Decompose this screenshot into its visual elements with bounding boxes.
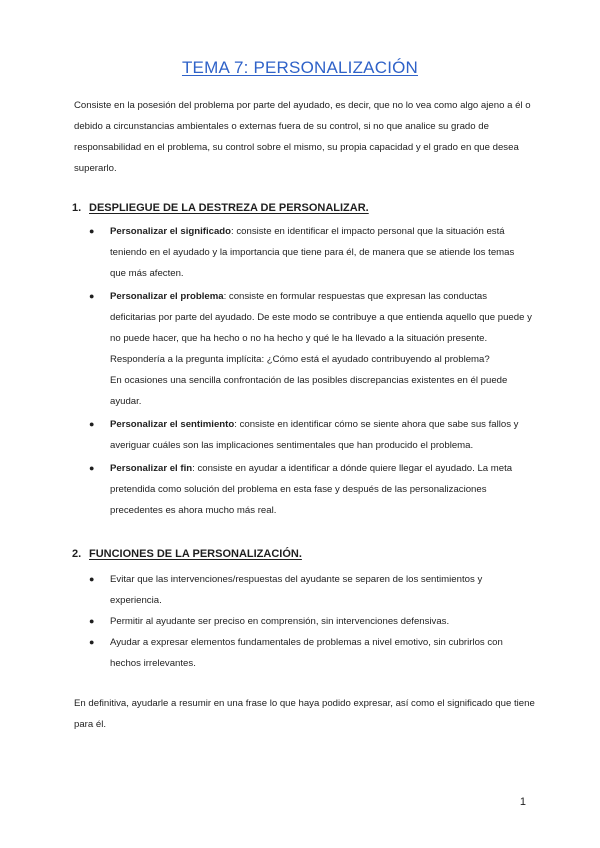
page-title: TEMA 7: PERSONALIZACIÓN [181,58,419,77]
section-1-number: 1. [72,202,82,214]
section-1-list [0,221,532,523]
list-item [0,611,532,632]
item-text: : consiste en ayudar a identificar a dónde quiere llegar el ayudado. La meta pretendida como solución del problema en esta fase y después de las personalizaciones precedentes es ahora mucho más real. [110,463,513,516]
page-number: 1 [519,796,526,808]
item-lead: Personalizar el problema [110,291,224,302]
list-item [0,632,532,674]
item-text: : consiste en formular respuestas que expresan las conductas deficitarias por parte del ayudado. De este modo se contribuye a que entienda aquello que puede y no puede hacer, que ha hecho o no ha hecho y qué le ha llevado a la situación presente. Respondería a la pregunta implícita: ¿Cómo está el ayudado contribuyendo al problema? [110,291,532,365]
item-note: En ocasiones una sencilla confrontación de las posibles discrepancias existentes en él puede ayudar. [110,375,508,407]
list-item [0,458,532,521]
bullet-icon: ● [89,637,95,647]
bullet-icon: ● [89,616,95,626]
item-text: : consiste en identificar cómo se siente ahora que sabe sus fallos y averiguar cuáles son las implicaciones sentimentales que han producido el problema. [110,419,519,451]
bullet-icon: ● [89,574,95,584]
list-item [0,221,532,284]
section-1-heading [72,202,369,214]
intro-paragraph: Consiste en la posesión del problema por parte del ayudado, es decir, que no lo vea como algo ajeno a él o debido a circunstancias ambientales o externas fuera de su control, si no que analice su grado de responsabilidad en el problema, su control sobre el mismo, su propia capacidad y el grado en que desea superarlo. [74,100,531,174]
item-text: Ayudar a expresar elementos fundamentales de problemas a nivel emotivo, sin cubrirlos con hechos irrelevantes. [110,637,503,669]
item-lead: Personalizar el significado [110,226,232,237]
item-text: Evitar que las intervenciones/respuestas del ayudante se separen de los sentimientos y experiencia. [110,574,483,606]
item-lead: Personalizar el sentimiento [110,419,235,430]
bullet-icon: ● [89,419,95,429]
section-2-list [0,569,532,674]
item-text: : consiste en identificar el impacto personal que la situación está teniendo en el ayudado y la importancia que tiene para él, de manera que se atiende los temas que más afecten. [110,226,515,279]
bullet-icon: ● [89,463,95,473]
list-item [0,286,532,412]
section-1-title: DESPLIEGUE DE LA DESTREZA DE PERSONALIZAR. [89,202,369,214]
closing-paragraph: En definitiva, ayudarle a resumir en una frase lo que haya podido expresar, así como el significado que tiene para él. [74,698,535,730]
bullet-icon: ● [89,226,95,236]
item-text: Permitir al ayudante ser preciso en comprensión, sin intervenciones defensivas. [110,616,450,627]
list-item [0,569,532,611]
bullet-icon: ● [89,291,95,301]
list-item [0,414,532,456]
section-2-title: FUNCIONES DE LA PERSONALIZACIÓN. [89,548,302,560]
item-lead: Personalizar el fin [110,463,193,474]
section-2-heading [72,548,302,560]
section-2-number: 2. [72,548,82,560]
